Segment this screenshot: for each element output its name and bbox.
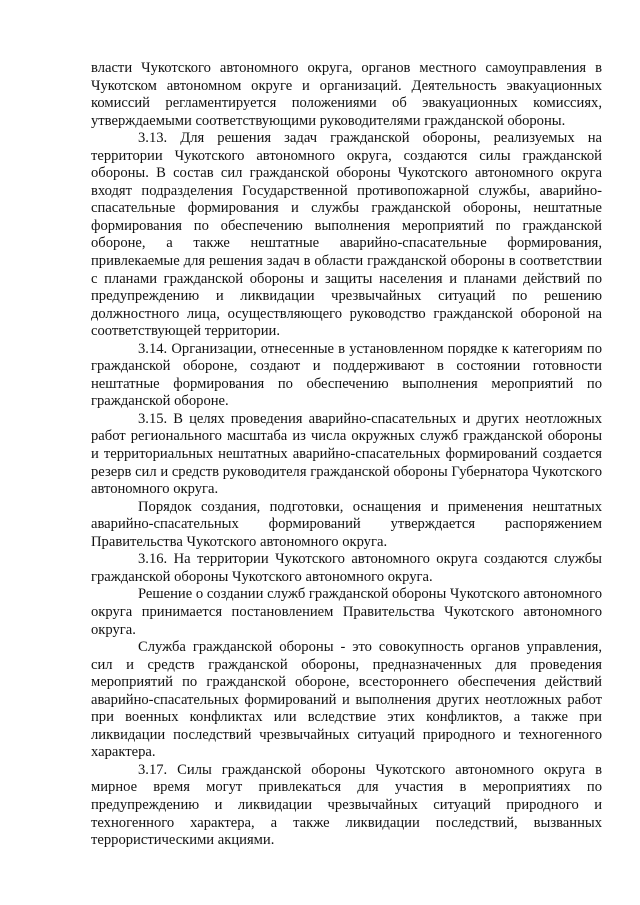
- paragraph-evacuation-commissions: власти Чукотского автономного округа, органов местного самоуправления в Чукотском автономном округе и организаций. Деятельность эвакуационных комиссий регламентируется положениями об эвакуационных комиссиях, утверждаемыми соответствующими руководителями гражданской обороны.: [91, 60, 602, 129]
- paragraph-3-16: 3.16. На территории Чукотского автономного округа создаются службы гражданской обороны Чукотского автономного округа.: [91, 551, 602, 585]
- paragraph-3-14: 3.14. Организации, отнесенные в установленном порядке к категориям по гражданской обороне, создают и поддерживают в состоянии готовности нештатные формирования по обеспечению выполнения мероприятий по гражданской обороне.: [91, 340, 602, 410]
- paragraph-3-13: 3.13. Для решения задач гражданской обороны, реализуемых на территории Чукотского автономного округа, создаются силы гражданской обороны. В состав сил гражданской обороны Чукотского автономного округа входят подразделения Государственной противопожарной службы, аварийно-спасательные формирования и службы гражданской обороны, нештатные формирования по обеспечению выполнения мероприятий по гражданской обороне, а также нештатные аварийно-спасательные формирования, привлекаемые для решения задач в области гражданской обороны в соответствии с планами гражданской обороны и защиты населения и планами действий по предупреждению и ликвидации чрезвычайных ситуаций по решению должностного лица, осуществляющего руководство гражданской обороной на соответствующей территории.: [91, 130, 602, 340]
- paragraph-services-decision: Решение о создании служб гражданской обороны Чукотского автономного округа принимается постановлением Правительства Чукотского автономного округа.: [91, 586, 602, 638]
- paragraph-service-definition: Служба гражданской обороны - это совокупность органов управления, сил и средств гражданской обороны, предназначенных для проведения мероприятий по гражданской обороне, всестороннего обеспечения действий аварийно-спасательных формирований и выполнения других неотложных работ при военных конфликтах или вследствие этих конфликтов, а также при ликвидации последствий чрезвычайных ситуаций природного и техногенного характера.: [91, 639, 602, 761]
- paragraph-reserve-procedure: Порядок создания, подготовки, оснащения и применения нештатных аварийно-спасательных формирований утверждается распоряжением Правительства Чукотского автономного округа.: [91, 498, 602, 550]
- paragraph-3-17: 3.17. Силы гражданской обороны Чукотского автономного округа в мирное время могут привлекаться для участия в мероприятиях по предупреждению и ликвидации чрезвычайных ситуаций природного и техногенного характера, а также ликвидации последствий, вызванных террористическими акциями.: [91, 761, 602, 849]
- paragraph-3-15: 3.15. В целях проведения аварийно-спасательных и других неотложных работ регионального масштаба из числа окружных служб гражданской обороны и территориальных нештатных аварийно-спасательных формирований создается резерв сил и средств руководителя гражданской обороны Губернатора Чукотского автономного округа.: [91, 410, 602, 498]
- document-body: [91, 60, 602, 850]
